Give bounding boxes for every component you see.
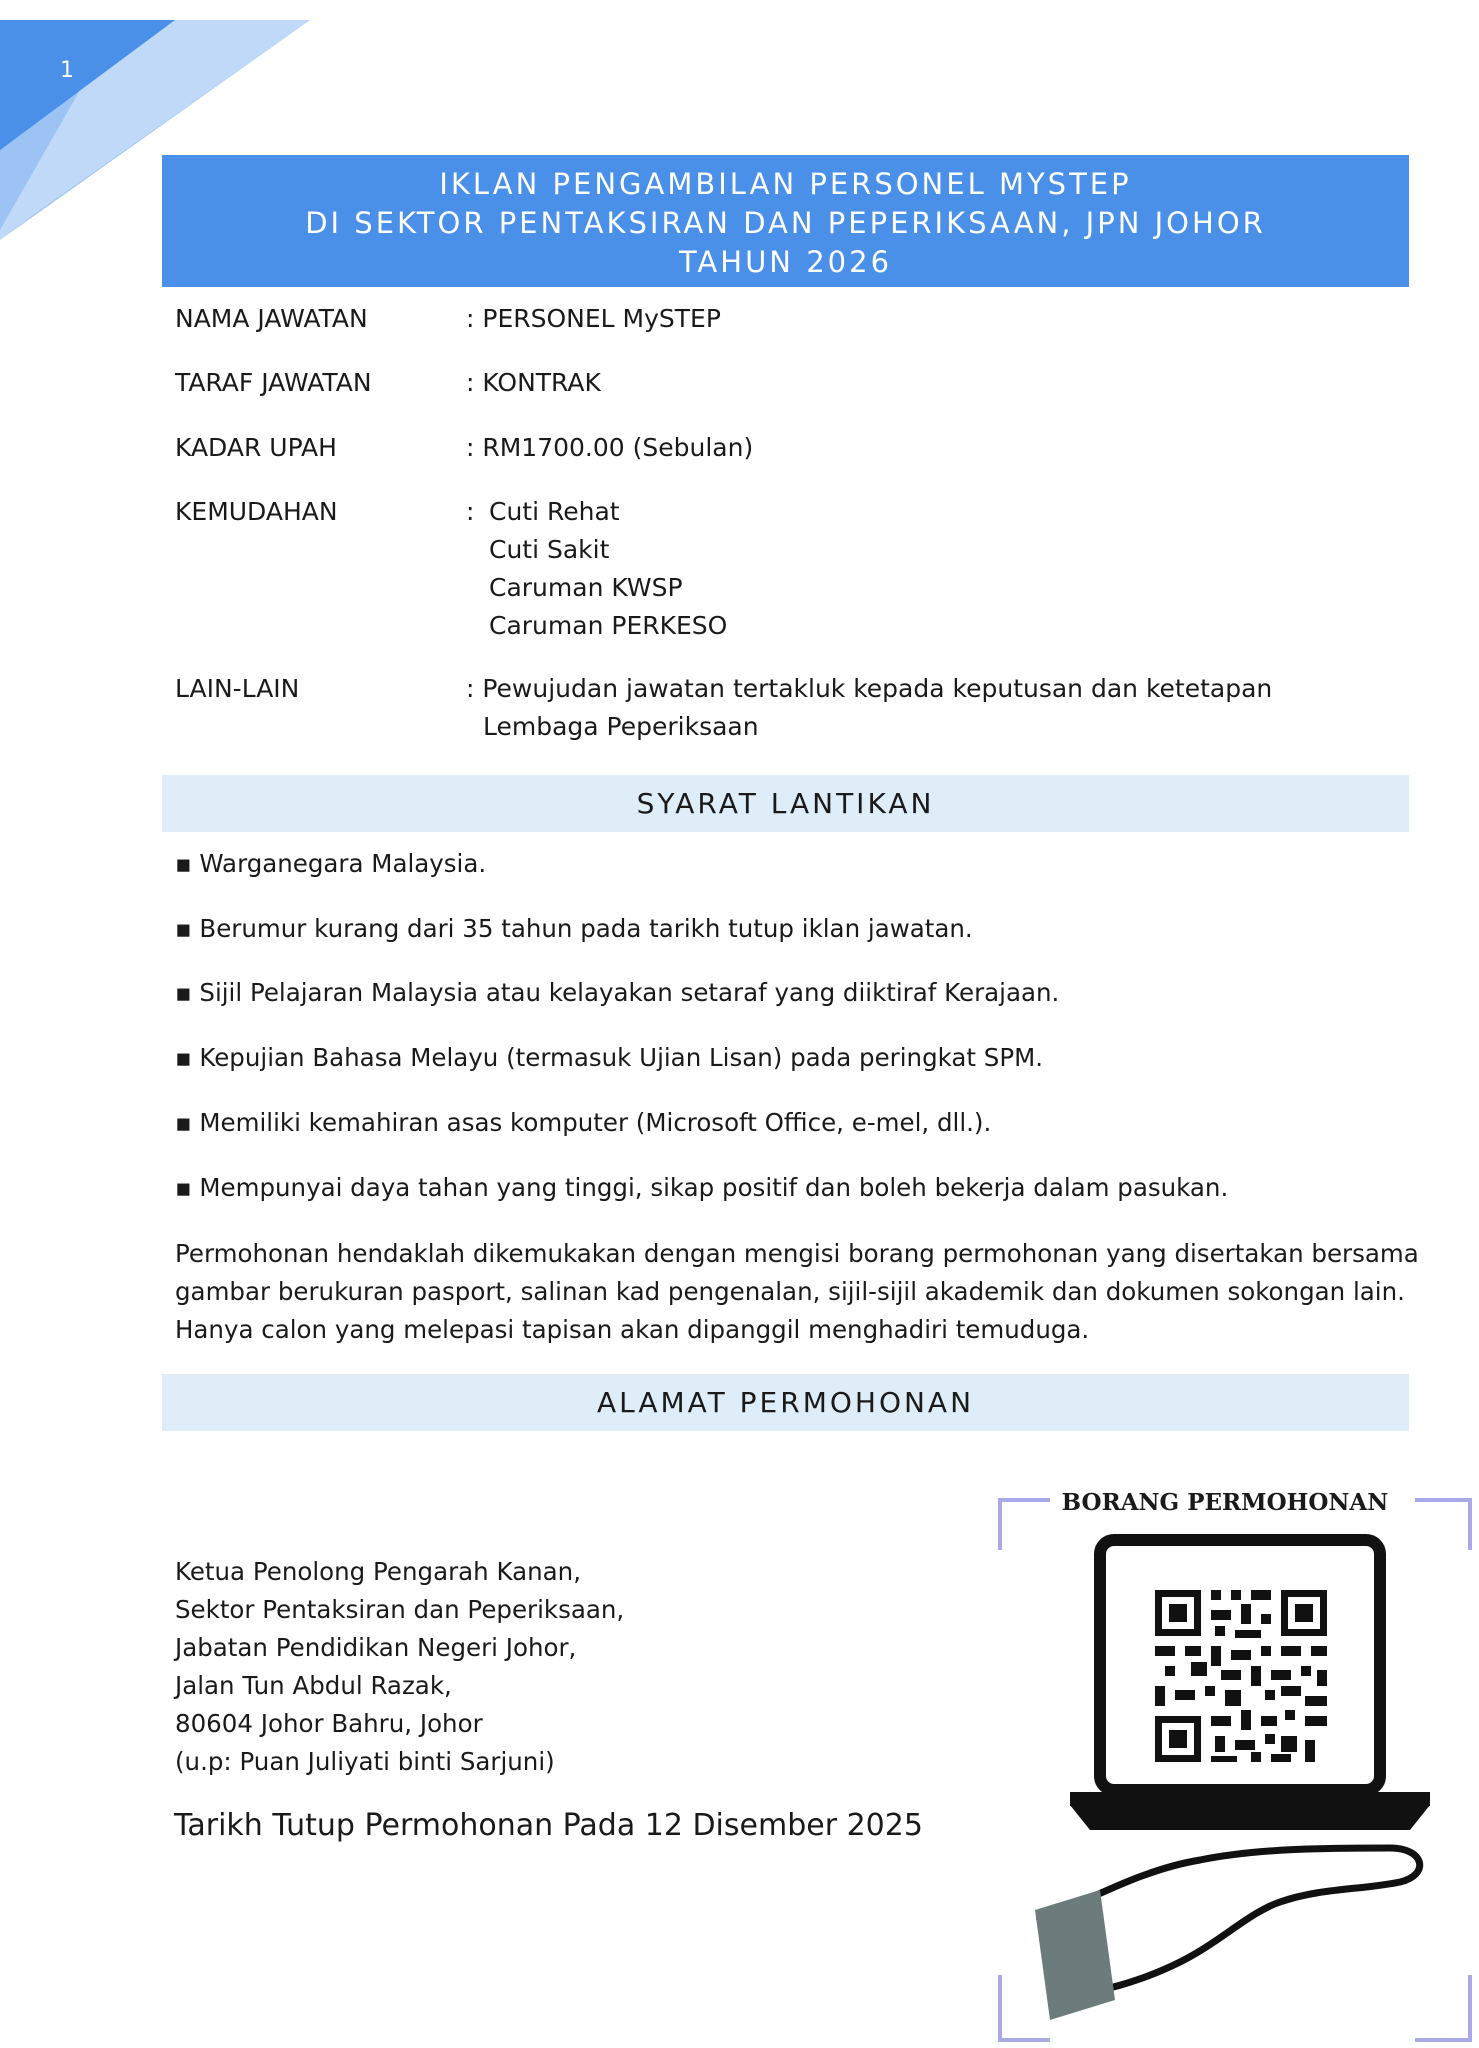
page-number: 1 (60, 58, 74, 83)
kemudahan-item: Cuti Sakit (489, 535, 610, 564)
syarat-item: ▪ Memiliki kemahiran asas komputer (Microsoft Office, e-mel, dll.). (175, 1108, 992, 1137)
qr-code-icon (1030, 1530, 1450, 2030)
title-banner (162, 155, 1409, 287)
address-line: Jalan Tun Abdul Razak, (175, 1671, 452, 1700)
syarat-lantikan-heading: SYARAT LANTIKAN (162, 775, 1409, 832)
syarat-item: ▪ Sijil Pelajaran Malaysia atau kelayakan setaraf yang diiktiraf Kerajaan. (175, 978, 1060, 1007)
kemudahan-item: Cuti Rehat (489, 497, 620, 526)
syarat-item: ▪ Berumur kurang dari 35 tahun pada tarikh tutup iklan jawatan. (175, 914, 973, 943)
kemudahan-colon: : (466, 497, 475, 526)
syarat-item: ▪ Mempunyai daya tahan yang tinggi, sikap positif dan boleh bekerja dalam pasukan. (175, 1173, 1229, 1202)
application-paragraph-line: Permohonan hendaklah dikemukakan dengan mengisi borang permohonan yang disertakan bersama (175, 1239, 1419, 1268)
address-line: 80604 Johor Bahru, Johor (175, 1709, 483, 1738)
lain-lain-value-cont: Lembaga Peperiksaan (483, 712, 759, 741)
nama-jawatan-value: : PERSONEL MySTEP (466, 304, 721, 333)
kemudahan-item: Caruman KWSP (489, 573, 683, 602)
lain-lain-value: : Pewujudan jawatan tertakluk kepada keputusan dan ketetapan (466, 674, 1273, 703)
syarat-item: ▪ Warganegara Malaysia. (175, 849, 487, 878)
address-line: Jabatan Pendidikan Negeri Johor, (175, 1633, 577, 1662)
title-line-3: TAHUN 2026 (678, 245, 893, 279)
alamat-permohonan-heading: ALAMAT PERMOHONAN (162, 1374, 1409, 1431)
address-line: (u.p: Puan Juliyati binti Sarjuni) (175, 1747, 555, 1776)
application-paragraph-line: gambar berukuran pasport, salinan kad pengenalan, sijil-sijil akademik dan dokumen sokongan lain. (175, 1277, 1405, 1306)
title-line-1: IKLAN PENGAMBILAN PERSONEL MYSTEP (439, 167, 1132, 201)
title-line-2: DI SEKTOR PENTAKSIRAN DAN PEPERIKSAAN, JPN JOHOR (305, 206, 1266, 240)
application-paragraph-line: Hanya calon yang melepasi tapisan akan dipanggil menghadiri temuduga. (175, 1315, 1090, 1344)
address-line: Sektor Pentaksiran dan Peperiksaan, (175, 1595, 625, 1624)
closing-date: Tarikh Tutup Permohonan Pada 12 Disember 2025 (174, 1808, 923, 1843)
kadar-upah-label: KADAR UPAH (175, 433, 337, 462)
taraf-jawatan-label: TARAF JAWATAN (175, 368, 372, 397)
syarat-item: ▪ Kepujian Bahasa Melayu (termasuk Ujian Lisan) pada peringkat SPM. (175, 1043, 1044, 1072)
taraf-jawatan-value: : KONTRAK (466, 368, 601, 397)
kadar-upah-value: : RM1700.00 (Sebulan) (466, 433, 754, 462)
kemudahan-label: KEMUDAHAN (175, 497, 338, 526)
borang-permohonan-title: BORANG PERMOHONAN (1061, 1489, 1389, 1516)
lain-lain-label: LAIN-LAIN (175, 674, 300, 703)
nama-jawatan-label: NAMA JAWATAN (175, 304, 368, 333)
address-line: Ketua Penolong Pengarah Kanan, (175, 1557, 581, 1586)
kemudahan-item: Caruman PERKESO (489, 611, 728, 640)
